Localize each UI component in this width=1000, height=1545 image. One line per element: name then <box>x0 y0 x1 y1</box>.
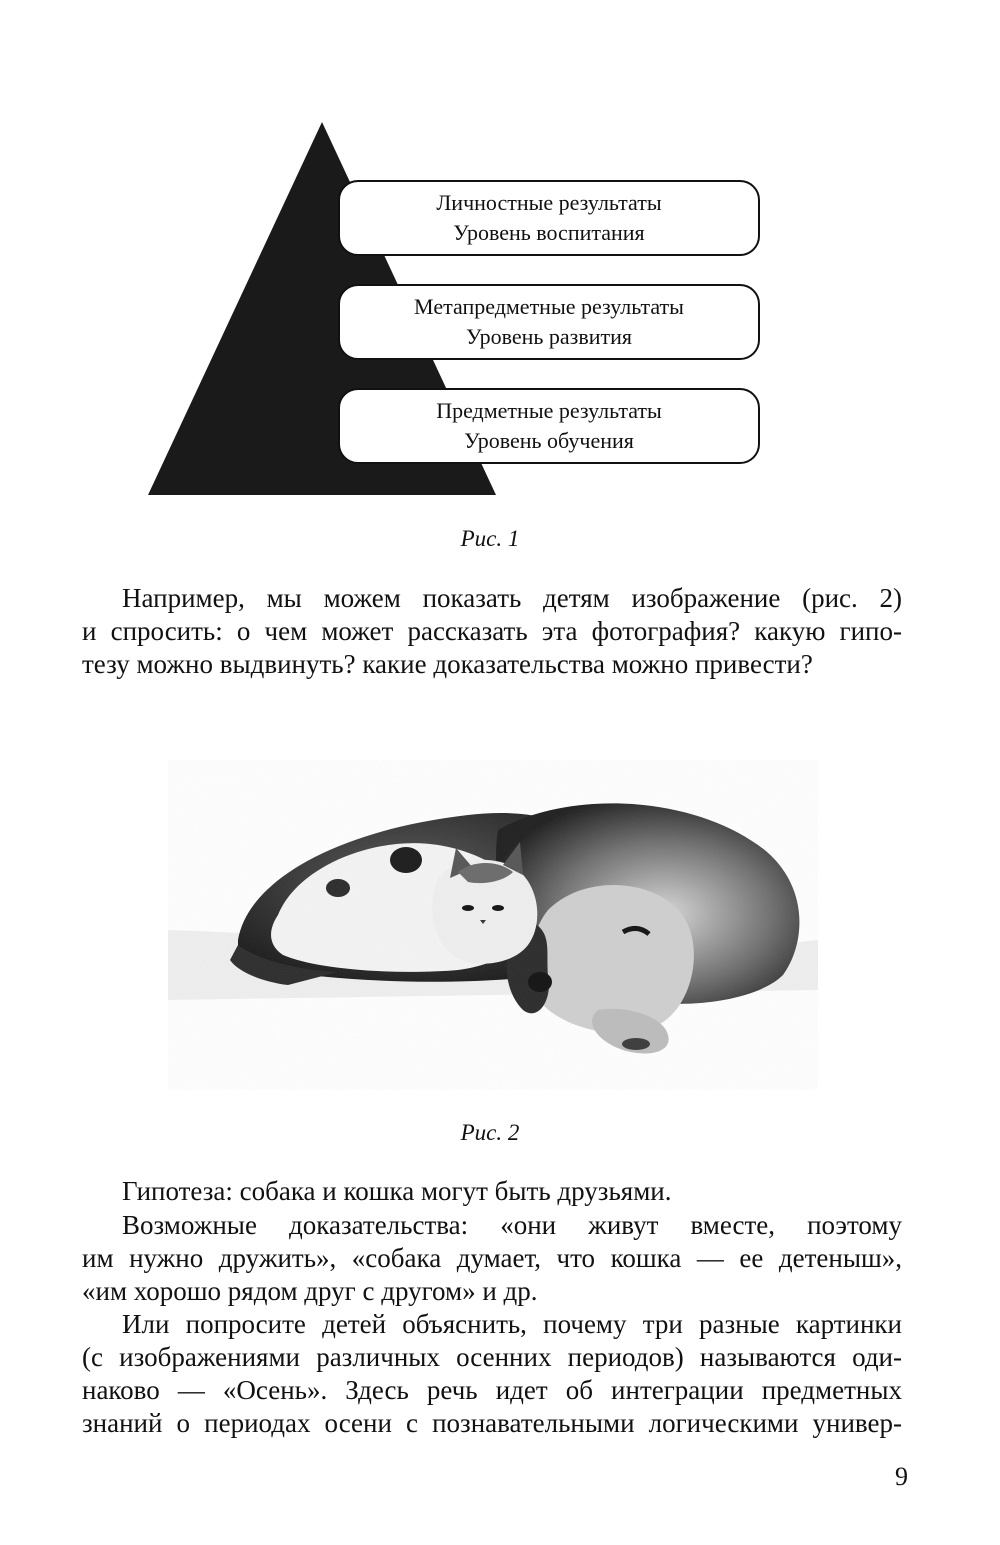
level-box-metasubject <box>338 284 760 360</box>
level-subtitle: Уровень воспитания <box>453 220 645 245</box>
text-line: им нужно дружить», «собака думает, что кошка — ее детеныш», <box>82 1243 902 1273</box>
level-subtitle: Уровень развития <box>465 324 633 349</box>
page-number: 9 <box>895 1462 908 1491</box>
level-subtitle: Уровень обучения <box>464 428 634 453</box>
text-line: «им хорошо рядом друг с другом» и др. <box>82 1276 538 1306</box>
figure2-caption: Рис. 2 <box>460 1120 520 1145</box>
paragraph-autumn <box>82 1308 902 1440</box>
figure1-caption: Рис. 1 <box>460 526 520 551</box>
text-line: Например, мы можем показать детям изображение (рис. 2) <box>122 583 902 613</box>
text-line: наково — «Осень». Здесь речь идет об интеграции предметных <box>82 1375 902 1405</box>
paragraph-example <box>82 582 902 681</box>
text-line: Возможные доказательства: «они живут вместе, поэтому <box>122 1210 902 1240</box>
level-title: Предметные результаты <box>436 398 662 423</box>
level-box-personal <box>338 180 760 256</box>
text-line: Гипотеза: собака и кошка могут быть друзьями. <box>122 1176 672 1206</box>
text-line: тезу можно выдвинуть? какие доказательства можно привести? <box>82 649 813 679</box>
cat-dog-photo <box>168 760 818 1090</box>
text-line: знаний о периодах осени с познавательными логическими универ- <box>82 1408 902 1438</box>
text-line: (с изображениями различных осенних периодов) называются оди- <box>82 1342 902 1372</box>
paragraph-evidence <box>82 1209 902 1308</box>
text-line: и спросить: о чем может рассказать эта фотография? какую гипо- <box>82 616 902 646</box>
level-box-subject <box>338 388 760 464</box>
text-line: Или попросите детей объяснить, почему три разные картинки <box>122 1309 902 1339</box>
paragraph-hypothesis <box>82 1175 902 1208</box>
level-title: Метапредметные результаты <box>414 294 684 319</box>
level-title: Личностные результаты <box>436 190 662 215</box>
